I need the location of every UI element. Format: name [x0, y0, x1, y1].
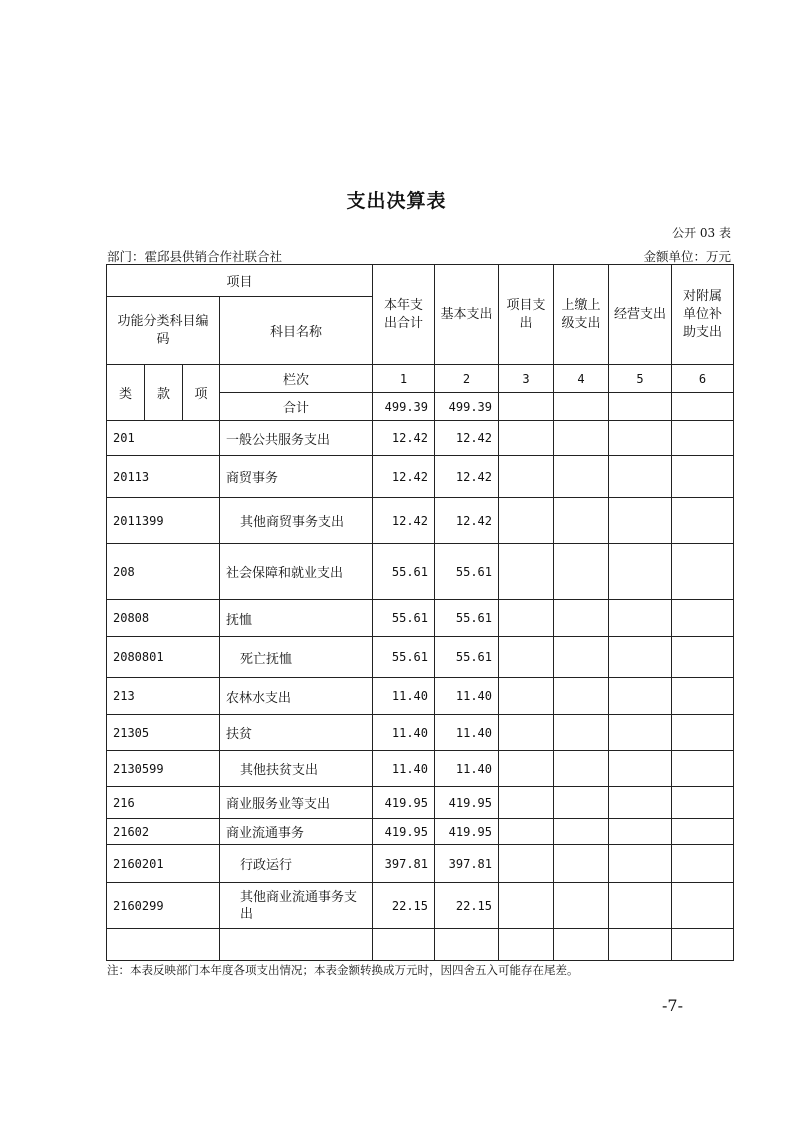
row-name: 农林水支出 — [220, 678, 373, 715]
row-code: 2160299 — [107, 883, 220, 929]
total-label-cell: 合计 — [220, 393, 373, 421]
row-c3 — [499, 456, 554, 498]
form-number: 公开 03 表 — [672, 226, 731, 240]
row-c6 — [672, 421, 734, 456]
total-c2: 499.39 — [435, 393, 499, 421]
table-footnote: 注：本表反映部门本年度各项支出情况；本表金额转换成万元时，因四舍五入可能存在尾差。 — [107, 963, 579, 977]
row-c2: 12.42 — [435, 456, 499, 498]
row-c4 — [554, 678, 609, 715]
row-c4 — [554, 544, 609, 600]
row-c6 — [672, 678, 734, 715]
row-c1: 419.95 — [373, 787, 435, 819]
row-c1: 12.42 — [373, 456, 435, 498]
row-c4 — [554, 456, 609, 498]
row-code: 208 — [107, 544, 220, 600]
row-c2: 12.42 — [435, 498, 499, 544]
row-c4 — [554, 715, 609, 751]
row-c5 — [609, 544, 672, 600]
row-c3 — [499, 637, 554, 678]
row-c2: 22.15 — [435, 883, 499, 929]
row-c4 — [554, 845, 609, 883]
col-header-project-expense: 项目支出 — [499, 265, 554, 365]
row-c1: 55.61 — [373, 637, 435, 678]
row-c2: 55.61 — [435, 544, 499, 600]
row-name: 商业服务业等支出 — [220, 787, 373, 819]
col-number-5: 5 — [609, 365, 672, 393]
row-c2: 419.95 — [435, 787, 499, 819]
col-number-2: 2 — [435, 365, 499, 393]
header-kuan-cell: 款 — [145, 365, 183, 421]
table-row — [107, 751, 734, 787]
row-code: 216 — [107, 787, 220, 819]
table-row — [107, 544, 734, 600]
row-c6 — [672, 637, 734, 678]
row-c6 — [672, 819, 734, 845]
row-c2: 55.61 — [435, 637, 499, 678]
total-c3 — [499, 393, 554, 421]
row-c3 — [499, 819, 554, 845]
row-c3 — [499, 751, 554, 787]
row-c1: 22.15 — [373, 883, 435, 929]
row-c2: 419.95 — [435, 819, 499, 845]
total-c6 — [672, 393, 734, 421]
row-c4 — [554, 883, 609, 929]
row-name: 行政运行 — [220, 845, 373, 883]
row-c2: 11.40 — [435, 715, 499, 751]
table-row — [107, 715, 734, 751]
row-code: 201 — [107, 421, 220, 456]
col-header-basic-expense: 基本支出 — [435, 265, 499, 365]
row-c6 — [672, 883, 734, 929]
row-name: 扶贫 — [220, 715, 373, 751]
row-c1: 11.40 — [373, 678, 435, 715]
row-c5 — [609, 600, 672, 637]
row-name: 商业流通事务 — [220, 819, 373, 845]
header-func-code-cell: 功能分类科目编码 — [107, 297, 220, 365]
col-header-operating-expense: 经营支出 — [609, 265, 672, 365]
row-c1 — [373, 929, 435, 961]
row-c6 — [672, 787, 734, 819]
page-number: -7- — [662, 996, 683, 1015]
row-name: 社会保障和就业支出 — [220, 544, 373, 600]
header-item-cell: 项目 — [107, 265, 373, 297]
table-row — [107, 929, 734, 961]
row-name: 其他扶贫支出 — [220, 751, 373, 787]
row-c5 — [609, 498, 672, 544]
table-row — [107, 421, 734, 456]
row-c6 — [672, 544, 734, 600]
row-c3 — [499, 421, 554, 456]
table-row — [107, 498, 734, 544]
row-c5 — [609, 637, 672, 678]
expenditure-table — [106, 264, 734, 961]
total-c5 — [609, 393, 672, 421]
row-c2: 12.42 — [435, 421, 499, 456]
row-c5 — [609, 751, 672, 787]
row-code: 213 — [107, 678, 220, 715]
table-row — [107, 637, 734, 678]
row-c2: 11.40 — [435, 751, 499, 787]
row-c4 — [554, 787, 609, 819]
row-c3 — [499, 544, 554, 600]
row-c4 — [554, 751, 609, 787]
row-c4 — [554, 819, 609, 845]
row-code: 21602 — [107, 819, 220, 845]
header-subject-name-cell: 科目名称 — [220, 297, 373, 365]
row-c1: 12.42 — [373, 498, 435, 544]
col-number-4: 4 — [554, 365, 609, 393]
row-name — [220, 929, 373, 961]
row-c3 — [499, 715, 554, 751]
row-c5 — [609, 845, 672, 883]
col-header-remit-upper-expense: 上缴上级支出 — [554, 265, 609, 365]
row-name: 其他商业流通事务支出 — [220, 883, 373, 929]
header-lei-cell: 类 — [107, 365, 145, 421]
row-c6 — [672, 498, 734, 544]
header-row-lanci — [107, 365, 734, 393]
col-header-total-expense: 本年支出合计 — [373, 265, 435, 365]
row-c3 — [499, 883, 554, 929]
row-c1: 11.40 — [373, 751, 435, 787]
row-c5 — [609, 421, 672, 456]
row-c5 — [609, 456, 672, 498]
row-c2: 55.61 — [435, 600, 499, 637]
row-code: 2130599 — [107, 751, 220, 787]
row-c1: 11.40 — [373, 715, 435, 751]
row-c6 — [672, 715, 734, 751]
table-row — [107, 456, 734, 498]
table-row — [107, 845, 734, 883]
row-name: 死亡抚恤 — [220, 637, 373, 678]
col-header-subsidiary-subsidy: 对附属单位补助支出 — [672, 265, 734, 365]
row-code: 20808 — [107, 600, 220, 637]
row-c6 — [672, 456, 734, 498]
row-c1: 55.61 — [373, 600, 435, 637]
row-c1: 397.81 — [373, 845, 435, 883]
total-c4 — [554, 393, 609, 421]
row-c1: 12.42 — [373, 421, 435, 456]
row-c4 — [554, 421, 609, 456]
page-title: 支出决算表 — [346, 190, 447, 212]
header-row-item — [107, 265, 734, 297]
row-c3 — [499, 678, 554, 715]
row-c2: 397.81 — [435, 845, 499, 883]
row-c3 — [499, 929, 554, 961]
row-name: 抚恤 — [220, 600, 373, 637]
header-xiang-cell: 项 — [183, 365, 220, 421]
row-c3 — [499, 845, 554, 883]
table-row — [107, 787, 734, 819]
row-code: 20113 — [107, 456, 220, 498]
col-number-1: 1 — [373, 365, 435, 393]
row-c4 — [554, 637, 609, 678]
row-code — [107, 929, 220, 961]
row-code: 2080801 — [107, 637, 220, 678]
row-c2: 11.40 — [435, 678, 499, 715]
row-code: 2160201 — [107, 845, 220, 883]
row-c4 — [554, 600, 609, 637]
row-c2 — [435, 929, 499, 961]
department-label: 部门：霍邱县供销合作社联合社 — [107, 249, 283, 264]
row-c5 — [609, 787, 672, 819]
row-c3 — [499, 787, 554, 819]
col-number-6: 6 — [672, 365, 734, 393]
row-code: 2011399 — [107, 498, 220, 544]
row-c6 — [672, 845, 734, 883]
row-name: 商贸事务 — [220, 456, 373, 498]
col-number-3: 3 — [499, 365, 554, 393]
row-name: 其他商贸事务支出 — [220, 498, 373, 544]
table-row — [107, 678, 734, 715]
total-c1: 499.39 — [373, 393, 435, 421]
row-c1: 419.95 — [373, 819, 435, 845]
row-c5 — [609, 715, 672, 751]
row-c4 — [554, 498, 609, 544]
row-c5 — [609, 678, 672, 715]
row-c4 — [554, 929, 609, 961]
row-c5 — [609, 929, 672, 961]
table-row — [107, 819, 734, 845]
row-name: 一般公共服务支出 — [220, 421, 373, 456]
table-row — [107, 883, 734, 929]
row-c3 — [499, 600, 554, 637]
row-c6 — [672, 600, 734, 637]
table-row — [107, 600, 734, 637]
row-code: 21305 — [107, 715, 220, 751]
header-lanci-cell: 栏次 — [220, 365, 373, 393]
row-c3 — [499, 498, 554, 544]
row-c6 — [672, 929, 734, 961]
row-c5 — [609, 819, 672, 845]
row-c1: 55.61 — [373, 544, 435, 600]
row-c5 — [609, 883, 672, 929]
row-c6 — [672, 751, 734, 787]
amount-unit-label: 金额单位：万元 — [643, 249, 731, 264]
